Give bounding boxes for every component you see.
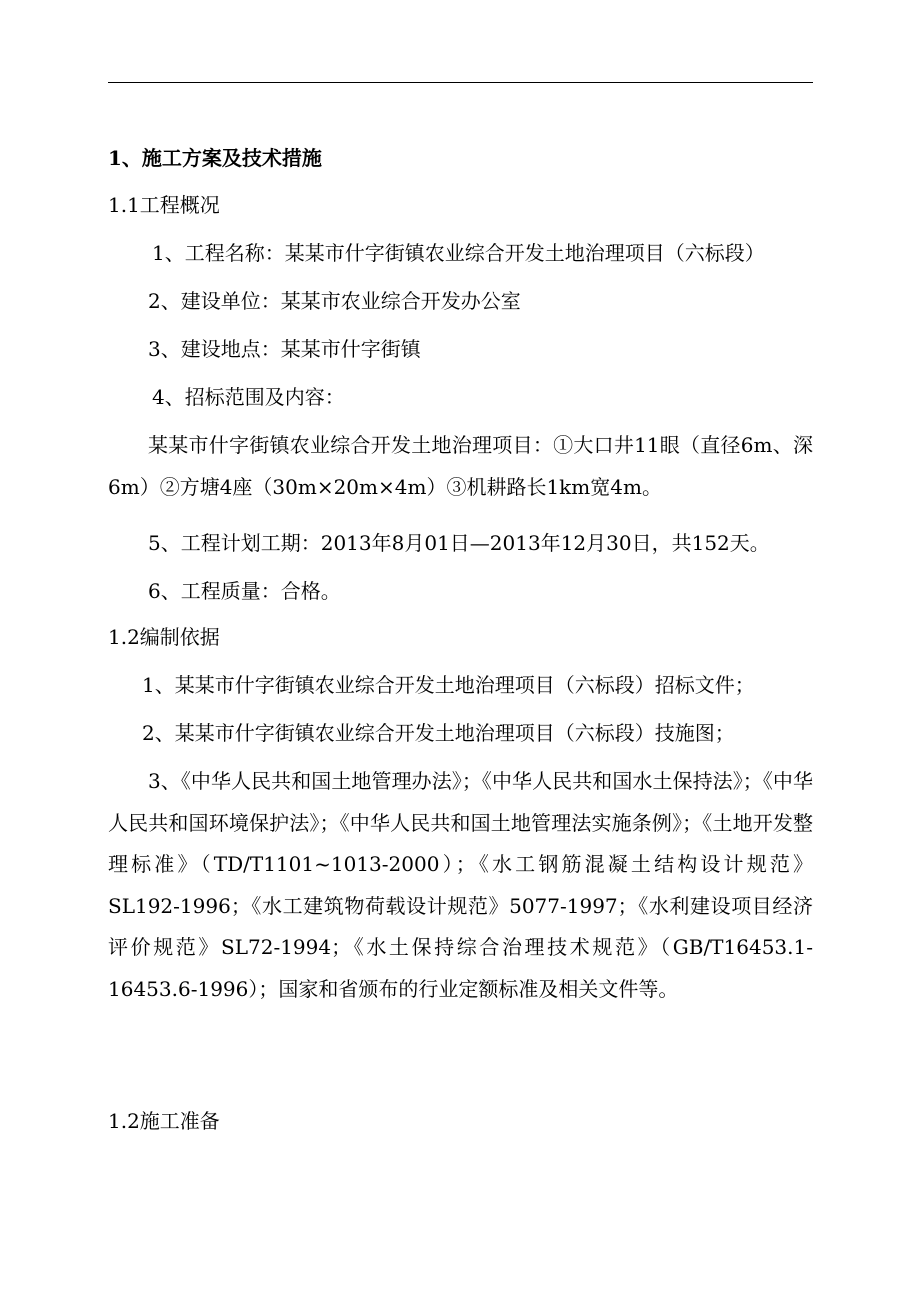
preparation-title: 1.2施工准备 <box>108 1109 220 1133</box>
project-schedule: 5、工程计划工期：2013年8月01日—2013年12月30日，共152天。 <box>148 531 770 555</box>
project-quality: 6、工程质量：合格。 <box>148 579 341 603</box>
bidding-scope-label: 4、招标范围及内容： <box>152 385 345 409</box>
construction-location: 3、建设地点：某某市什字街镇 <box>148 337 421 361</box>
project-name: 1、工程名称：某某市什字街镇农业综合开发土地治理项目（六标段） <box>152 241 765 265</box>
header-rule <box>108 82 813 83</box>
bidding-scope-text: 某某市什字街镇农业综合开发土地治理项目：①大口井11眼（直径6m、深6m）②方塘4座（30m×20m×4m）③机耕路长1km宽4m。 <box>108 433 813 499</box>
basis-item-1: 1、某某市什字街镇农业综合开发土地治理项目（六标段）招标文件； <box>142 673 755 697</box>
basis-item-2: 2、某某市什字街镇农业综合开发土地治理项目（六标段）技施图； <box>142 721 735 745</box>
overview-title: 1.1工程概况 <box>108 193 220 217</box>
basis-title: 1.2编制依据 <box>108 625 220 649</box>
basis-regulations: 3、《中华人民共和国土地管理办法》；《中华人民共和国水土保持法》；《中华人民共和国环境保护法》；《中华人民共和国土地管理法实施条例》；《土地开发整理标准》（TD/T1101~1013-2000）；《水工钢筋混凝土结构设计规范》SL192-1996；《水工建筑物荷载设计规范》5077-1997；《水利建设项目经济评价规范》SL72-1994；《水土保持综合治理技术规范》（GB/T16453.1-16453.6-1996）；国家和省颁布的行业定额标准及相关文件等。 <box>108 769 813 1001</box>
section-title: 1、施工方案及技术措施 <box>108 146 322 170</box>
construction-unit: 2、建设单位：某某市农业综合开发办公室 <box>148 289 521 313</box>
